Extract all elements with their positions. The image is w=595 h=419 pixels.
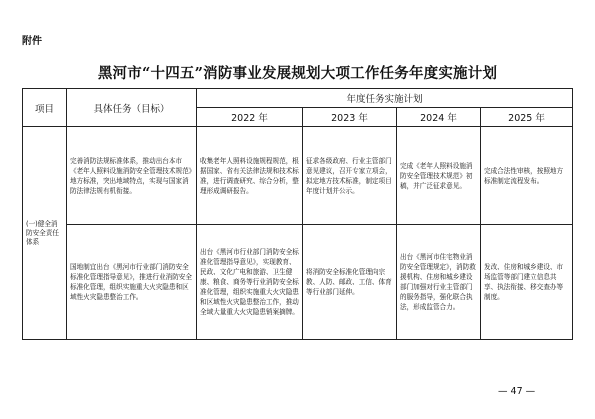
header-year-2024: 2024 年 (397, 108, 481, 127)
header-annual-plan: 年度任务实施计划 (197, 89, 573, 108)
plan-table (22, 88, 573, 340)
table-row (23, 225, 573, 340)
header-item: 项目 (23, 89, 67, 127)
plan-cell-2025: 完成合法性审核，按照地方标准制定流程发布。 (481, 127, 573, 225)
plan-cell-2022: 出台《黑河市行业部门消防安全标准化管理指导意见》，实现教育、民政、文化广电和旅游、卫生健康、粮食、商务等行业消防安全标准化管理，组织实施重大火灾隐患和区域性火灾隐患整治工作，推动全域大量重大火灾隐患销案摘牌。 (197, 225, 303, 340)
header-task: 具体任务（目标） (67, 89, 197, 127)
annex-label: 附件 (22, 36, 42, 47)
table-row (23, 127, 573, 225)
page-number: — 47 — (498, 386, 536, 397)
plan-cell-2023: 征求各级政府、行业主管部门意见建议，召开专家立项会，拟定地方技术标准，制定项目年度计划并公示。 (303, 127, 397, 225)
plan-cell-2024: 出台《黑河市住宅物业消防安全管理规定》，消防救援机构、住房和城乡建设部门加强对行业主管部门的服务指导，强化联合执法，形成监管合力。 (397, 225, 481, 340)
plan-cell-2025: 发改、住房和城乡建设、市场监管等部门建立信息共享、执法衔接、移交查办等制度。 (481, 225, 573, 340)
header-year-2022: 2022 年 (197, 108, 303, 127)
header-row-top (23, 89, 573, 108)
header-year-2025: 2025 年 (481, 108, 573, 127)
plan-cell-2023: 将消防安全标准化管理向宗教、人防、邮政、工信、体育等行业部门延伸。 (303, 225, 397, 340)
header-year-2023: 2023 年 (303, 108, 397, 127)
task-cell: 完善消防法规标准体系，推动出台本市《老年人照料设施消防安全管理技术规范》地方标准，突出地域特点，实现与国家消防法律法规有机衔接。 (67, 127, 197, 225)
document-title: 黑河市“十四五”消防事业发展规划大项工作任务年度实施计划 (97, 65, 498, 82)
plan-cell-2022: 收集老年人照料设施规程规范，根据国家、省有关法律法规和技术标准，进行调查研究、综合分析，整理形成调研报告。 (197, 127, 303, 225)
item-label: (一)健全消防安全责任体系 (23, 127, 67, 340)
plan-cell-2024: 完成《老年人照料设施消防安全管理技术规范》初稿，并广泛征求意见。 (397, 127, 481, 225)
task-cell: 国地制宜出台《黑河市行业部门消防安全标准化管理指导意见》，推进行业消防安全标准化管理，组织实施重大火灾隐患和区域性火灾隐患整治工作。 (67, 225, 197, 340)
